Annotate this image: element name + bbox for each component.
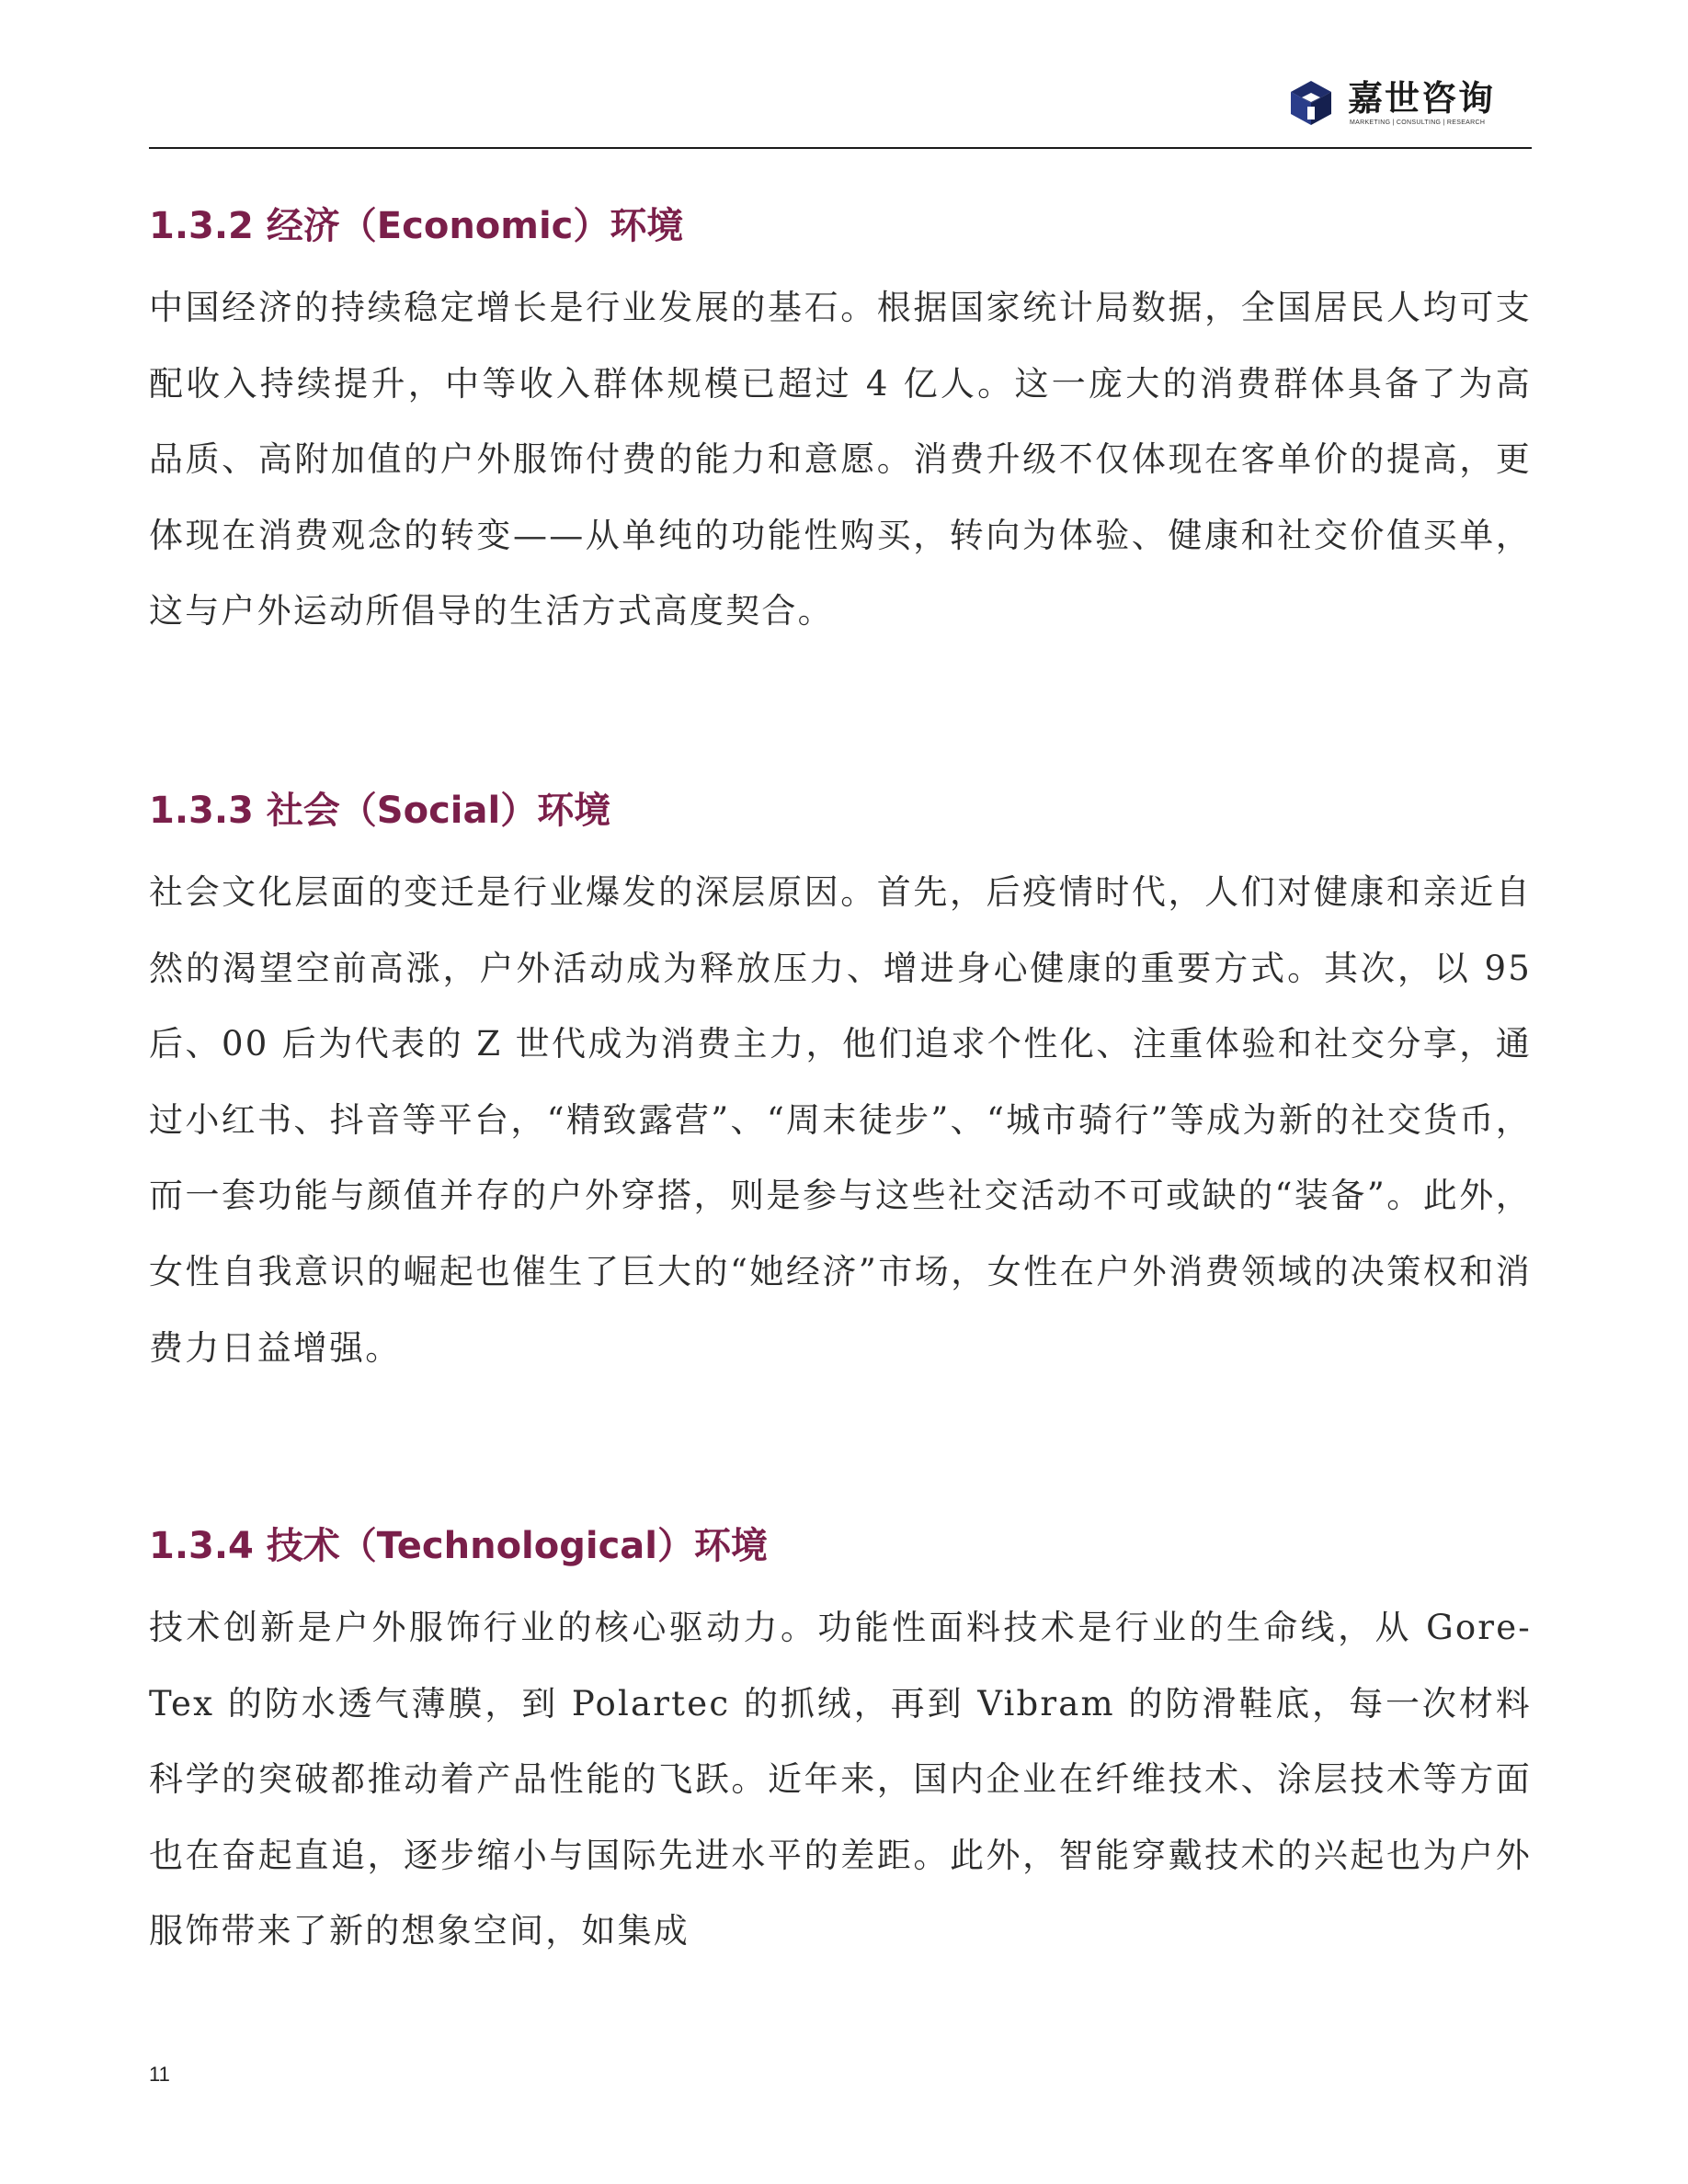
brand-logo (1283, 64, 1532, 147)
page-number: 11 (149, 2063, 170, 2086)
section-heading: 1.3.2 经济（Economic）环境 (149, 205, 684, 247)
section-economic (149, 191, 1532, 677)
brand-logo-icon (1283, 75, 1339, 131)
brand-name: 嘉世咨询 (1348, 78, 1496, 119)
header-divider (149, 147, 1532, 149)
page-header (149, 64, 1532, 149)
brand-tagline: MARKETING | CONSULTING | RESEARCH (1350, 119, 1486, 126)
section-social (149, 776, 1532, 1414)
section-paragraph: 中国经济的持续稳定增长是行业发展的基石。根据国家统计局数据，全国居民人均可支配收入持续提升，中等收入群体规模已超过 4 亿人。这一庞大的消费群体具备了为高品质、高附加值的户外服饰付费的能力和意愿。消费升级不仅体现在客单价的提高，更体现在消费观念的转变——从单纯的功能性购买，转向为体验、健康和社交价值买单，这与户外运动所倡导的生活方式高度契合。 (149, 288, 1532, 631)
section-technological (149, 1511, 1532, 1997)
section-paragraph: 技术创新是户外服饰行业的核心驱动力。功能性面料技术是行业的生命线，从 Gore-Tex 的防水透气薄膜，到 Polartec 的抓绒，再到 Vibram 的防滑鞋底，每一次材料科学的突破都推动着产品性能的飞跃。近年来，国内企业在纤维技术、涂层技术等方面也在奋起直追，逐步缩小与国际先进水平的差距。此外，智能穿戴技术的兴起也为户外服饰带来了新的想象空间，如集成 (149, 1608, 1532, 1951)
section-paragraph: 社会文化层面的变迁是行业爆发的深层原因。首先，后疫情时代，人们对健康和亲近自然的渴望空前高涨，户外活动成为释放压力、增进身心健康的重要方式。其次，以 95 后、00 后为代表的 Z 世代成为消费主力，他们追求个性化、注重体验和社交分享，通过小红书、抖音等平台，“精致露营”、“周末徒步”、“城市骑行”等成为新的社交货币，而一套功能与颜值并存的户外穿搭，则是参与这些社交活动不可或缺的“装备”。此外，女性自我意识的崛起也催生了巨大的“她经济”市场，女性在户外消费领域的决策权和消费力日益增强。 (149, 872, 1532, 1368)
section-heading: 1.3.4 技术（Technological）环境 (149, 1525, 769, 1567)
section-heading: 1.3.3 社会（Social）环境 (149, 790, 611, 832)
